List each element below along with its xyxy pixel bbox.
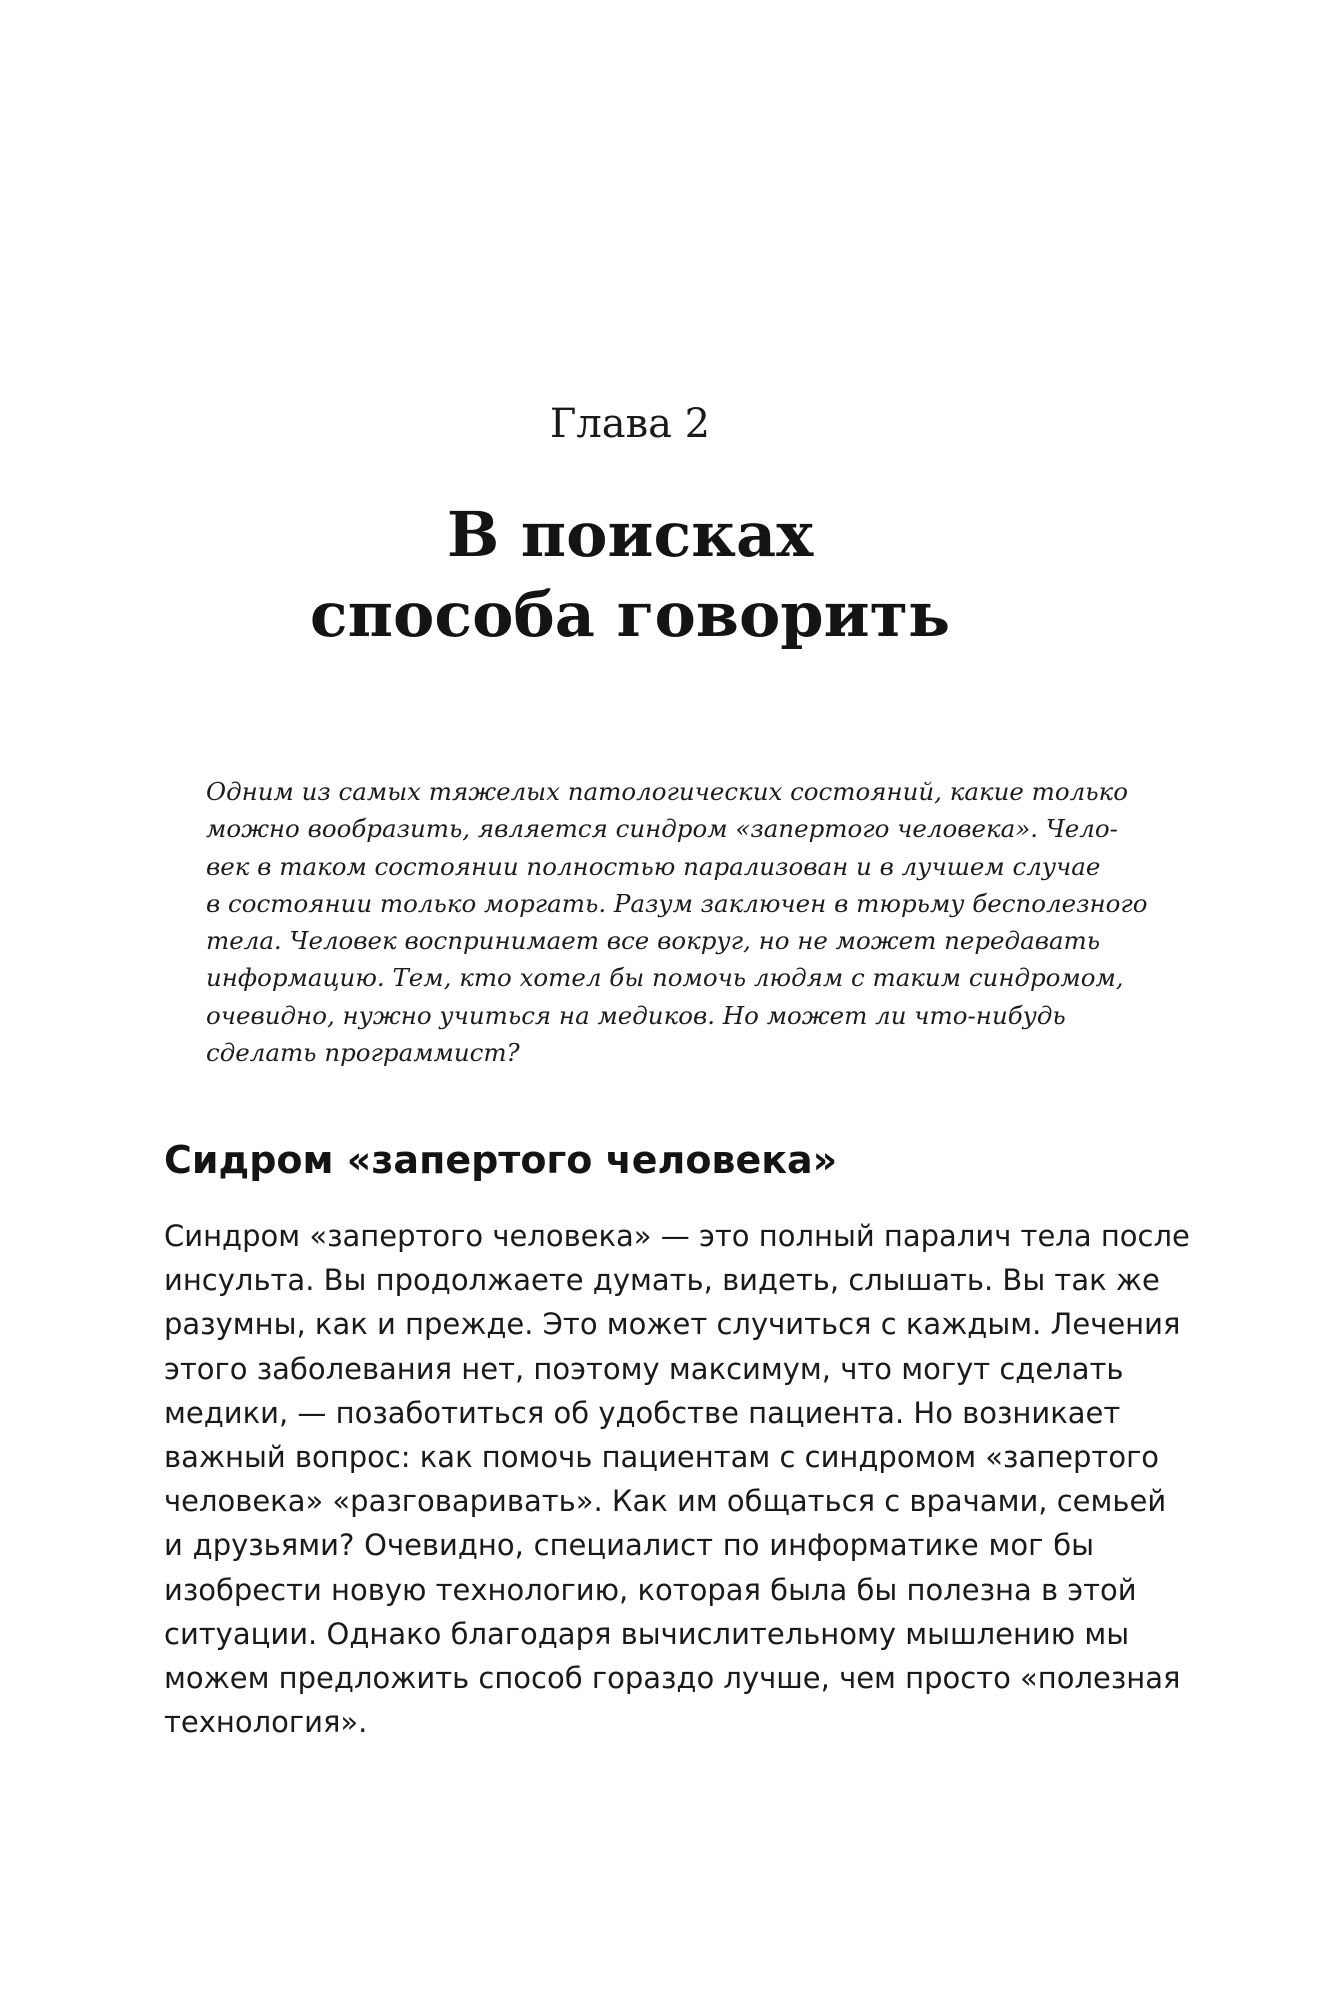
- body-line: инсульта. Вы продолжаете думать, видеть, слышать. Вы так же: [164, 1263, 1160, 1298]
- epigraph-line: можно вообразить, является синдром «запертого человека». Чело-: [206, 814, 1118, 844]
- body-line: медики, — позаботиться об удобстве пациента. Но возникает: [164, 1395, 1121, 1430]
- body-line: изобрести новую технологию, которая была бы полезна в этой: [164, 1572, 1137, 1607]
- body-line: и друзьями? Очевидно, специалист по информатике мог бы: [164, 1528, 1094, 1563]
- body-line: ситуации. Однако благодаря вычислительному мышлению мы: [164, 1616, 1130, 1651]
- chapter-title-line: способа говорить: [309, 578, 951, 651]
- epigraph-line: в состоянии только моргать. Разум заключен в тюрьму бесполезного: [206, 888, 1148, 918]
- body-line: важный вопрос: как помочь пациентам с синдромом «запертого: [164, 1440, 1160, 1475]
- epigraph-line: век в таком состоянии полностью парализован и в лучшем случае: [206, 851, 1101, 881]
- epigraph-line: тела. Человек воспринимает все вокруг, но не может передавать: [206, 926, 1101, 956]
- epigraph-line: очевидно, нужно учиться на медиков. Но может ли что-нибудь: [206, 1000, 1066, 1030]
- chapter-label: Глава 2: [549, 401, 711, 447]
- body-line: человека» «разговаривать». Как им общаться с врачами, семьей: [164, 1484, 1167, 1519]
- chapter-title: [0, 495, 1260, 655]
- section-heading: Сидром «запертого человека»: [164, 1138, 838, 1182]
- body-line: технология».: [164, 1705, 368, 1740]
- body-line: можем предложить способ гораздо лучше, чем просто «полезная: [164, 1661, 1181, 1696]
- chapter-title-line: В поисках: [446, 498, 814, 571]
- body-line: этого заболевания нет, поэтому максимум, что могут сделать: [164, 1351, 1124, 1386]
- body-paragraph: [164, 1214, 1190, 1744]
- body-line: разумны, как и прежде. Это может случиться с каждым. Лечения: [164, 1307, 1181, 1342]
- body-line: Синдром «запертого человека» — это полный паралич тела после: [164, 1219, 1190, 1253]
- epigraph-line: сделать программист?: [206, 1038, 520, 1068]
- epigraph-line: информацию. Тем, кто хотел бы помочь людям с таким синдромом,: [206, 963, 1124, 993]
- epigraph: [206, 773, 1148, 1071]
- epigraph-line: Одним из самых тяжелых патологических состояний, какие только: [206, 777, 1128, 806]
